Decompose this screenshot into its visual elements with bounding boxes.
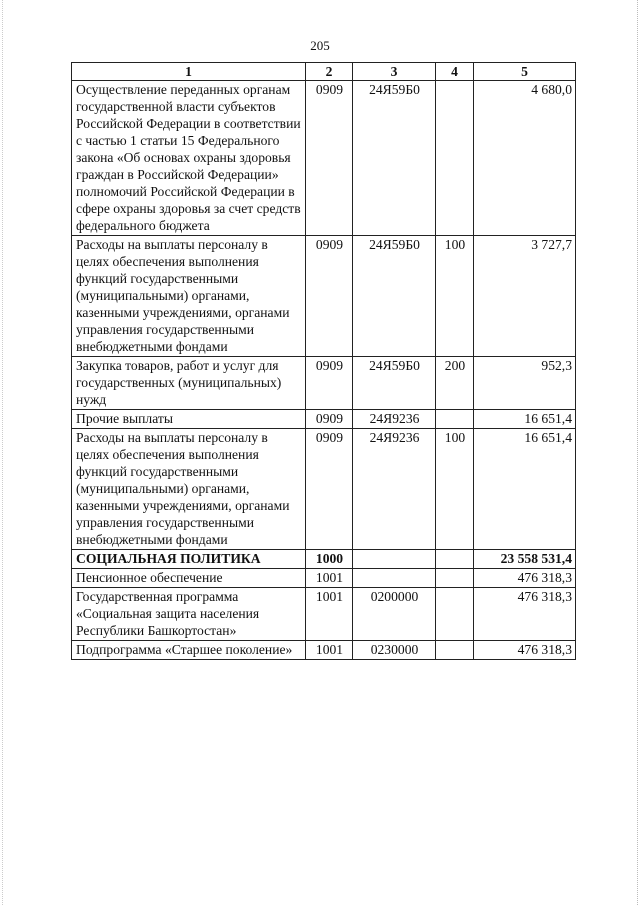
row-amount: 16 651,4 bbox=[474, 410, 576, 429]
table-row-section-heading bbox=[72, 550, 576, 569]
row-section: 1001 bbox=[306, 569, 353, 588]
row-type bbox=[436, 588, 474, 641]
row-name: СОЦИАЛЬНАЯ ПОЛИТИКА bbox=[72, 550, 306, 569]
row-target bbox=[353, 569, 436, 588]
row-name: Расходы на выплаты персоналу в целях обеспечения выполнения функций государственными (муниципальными) органами, казенными учреждениями, органами управления государственными внебюджетными фондами bbox=[72, 236, 306, 357]
row-section: 1001 bbox=[306, 641, 353, 660]
table-row bbox=[72, 588, 576, 641]
table-row bbox=[72, 81, 576, 236]
row-name: Государственная программа «Социальная защита населения Республики Башкортостан» bbox=[72, 588, 306, 641]
row-target: 24Я9236 bbox=[353, 429, 436, 550]
row-type bbox=[436, 550, 474, 569]
header-col-5: 5 bbox=[474, 63, 576, 81]
row-section: 0909 bbox=[306, 236, 353, 357]
table-header-row bbox=[72, 63, 576, 81]
row-section: 1001 bbox=[306, 588, 353, 641]
row-type: 200 bbox=[436, 357, 474, 410]
row-target: 24Я9236 bbox=[353, 410, 436, 429]
row-amount: 476 318,3 bbox=[474, 569, 576, 588]
row-target: 24Я59Б0 bbox=[353, 81, 436, 236]
row-amount: 476 318,3 bbox=[474, 641, 576, 660]
row-target: 24Я59Б0 bbox=[353, 236, 436, 357]
row-target: 24Я59Б0 bbox=[353, 357, 436, 410]
table-row bbox=[72, 569, 576, 588]
row-type bbox=[436, 641, 474, 660]
row-amount: 952,3 bbox=[474, 357, 576, 410]
row-target bbox=[353, 550, 436, 569]
row-type bbox=[436, 569, 474, 588]
table-row bbox=[72, 357, 576, 410]
scan-edge-left bbox=[2, 0, 4, 905]
row-name: Прочие выплаты bbox=[72, 410, 306, 429]
row-name: Закупка товаров, работ и услуг для государственных (муниципальных) нужд bbox=[72, 357, 306, 410]
row-amount: 23 558 531,4 bbox=[474, 550, 576, 569]
budget-table bbox=[71, 62, 576, 660]
row-section: 0909 bbox=[306, 81, 353, 236]
header-col-4: 4 bbox=[436, 63, 474, 81]
table-row bbox=[72, 429, 576, 550]
row-section: 0909 bbox=[306, 357, 353, 410]
header-col-3: 3 bbox=[353, 63, 436, 81]
row-type: 100 bbox=[436, 429, 474, 550]
scan-edge-right bbox=[636, 0, 638, 905]
row-type bbox=[436, 410, 474, 429]
table-row bbox=[72, 410, 576, 429]
row-amount: 16 651,4 bbox=[474, 429, 576, 550]
row-amount: 4 680,0 bbox=[474, 81, 576, 236]
header-col-2: 2 bbox=[306, 63, 353, 81]
row-type: 100 bbox=[436, 236, 474, 357]
row-section: 1000 bbox=[306, 550, 353, 569]
header-col-1: 1 bbox=[72, 63, 306, 81]
row-name: Пенсионное обеспечение bbox=[72, 569, 306, 588]
row-section: 0909 bbox=[306, 410, 353, 429]
row-name: Осуществление переданных органам государственной власти субъектов Российской Федерации в соответствии с частью 1 статьи 15 Федерального закона «Об основах охраны здоровья граждан в Российской Федерации» полномочий Российской Федерации в сфере охраны здоровья за счет средств федерального бюджета bbox=[72, 81, 306, 236]
row-amount: 476 318,3 bbox=[474, 588, 576, 641]
row-name: Подпрограмма «Старшее поколение» bbox=[72, 641, 306, 660]
table-row bbox=[72, 641, 576, 660]
row-type bbox=[436, 81, 474, 236]
table-row bbox=[72, 236, 576, 357]
row-target: 0200000 bbox=[353, 588, 436, 641]
row-amount: 3 727,7 bbox=[474, 236, 576, 357]
row-section: 0909 bbox=[306, 429, 353, 550]
page-number: 205 bbox=[310, 38, 330, 53]
row-target: 0230000 bbox=[353, 641, 436, 660]
row-name: Расходы на выплаты персоналу в целях обеспечения выполнения функций государственными (муниципальными) органами, казенными учреждениями, органами управления государственными внебюджетными фондами bbox=[72, 429, 306, 550]
